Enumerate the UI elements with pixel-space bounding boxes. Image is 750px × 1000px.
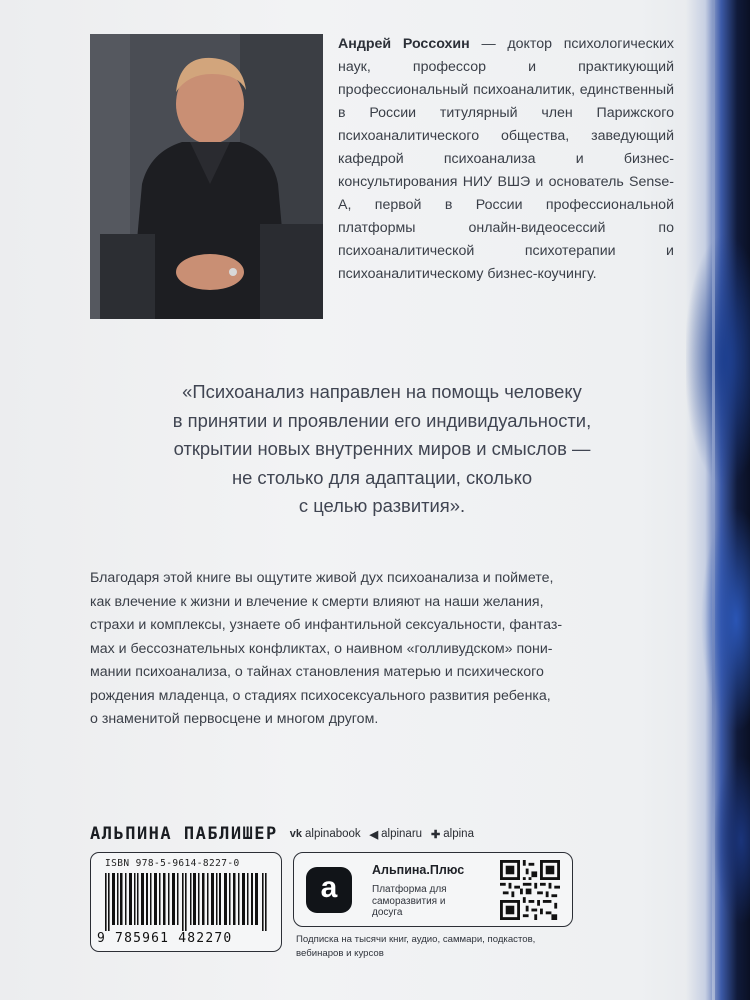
social-links [290, 828, 483, 841]
description-line: как влечение к жизни и влечение к смерти влияют на наши желания, [90, 593, 544, 610]
description-line: мании психоанализа, о тайнах становления матерью и психического [90, 664, 544, 680]
isbn-text: ISBN 978-5-9614-8227-0 [105, 858, 240, 869]
description-line: Благодаря этой книге вы ощутите живой дух психоанализа и поймете, [90, 570, 554, 586]
social-link-telegram[interactable] [370, 828, 422, 841]
promo-title: Альпина.Плюс [372, 863, 465, 877]
quote-line: в принятии и проявлении его индивидуальности, [172, 409, 592, 431]
description-line: страхи и комплексы, узнаете об инфантильной сексуальности, фантаз- [90, 617, 563, 633]
author-quote [90, 378, 674, 521]
social-label: alpina [443, 828, 474, 840]
alpina-plus-app-icon: a [306, 867, 352, 913]
social-label: alpinaru [381, 828, 423, 840]
barcode-image [105, 873, 269, 931]
author-name: Андрей Россохин [338, 36, 470, 52]
cover-edge-line [712, 0, 715, 1000]
description-line: мах и бессознательных конфликтах, о наивном «голливудском» пони- [90, 640, 553, 657]
author-photo [90, 34, 323, 319]
publisher-row [90, 822, 674, 846]
ean-digits: 9 785961 482270 [97, 931, 233, 946]
publisher-logo: АЛЬПИНА ПАБЛИШЕР [90, 824, 278, 844]
quote-line: с целью развития». [298, 495, 466, 516]
author-bio-text: — доктор психологических наук, профессор и практикующий профессиональный психоаналитик, единственный в России титулярный член Парижского психоаналитического общества, заведующий кафедрой психоанализа и бизнес-консультирования НИУ ВШЭ и основатель Sense-A, первой в России профессиональной платформы онлайн-видеосессий по психоаналитической психотерапии и психоаналитическому бизнес-коучингу. [338, 36, 674, 282]
quote-line: не столько для адаптации, сколько [231, 466, 533, 488]
vk-icon: vk [289, 828, 303, 840]
qr-code[interactable] [500, 860, 560, 920]
promo-subtitle: Платформа для саморазвития и досуга [372, 884, 447, 918]
description-line: о знаменитой первосцене и многом другом. [90, 711, 379, 727]
book-description [90, 567, 674, 732]
dzen-icon: ✚ [431, 828, 441, 841]
social-link-dzen[interactable] [431, 828, 474, 841]
social-link-vk[interactable] [290, 828, 361, 840]
quote-line: открытии новых внутренних миров и смыслов — [173, 438, 591, 459]
quote-line: «Психоанализ направлен на помощь человеку [182, 381, 582, 402]
description-line: рождения младенца, о стадиях психосексуального развития ребенка, [90, 687, 551, 704]
telegram-icon: ◀ [369, 828, 379, 841]
social-label: alpinabook [305, 828, 361, 840]
promo-note: Подписка на тысячи книг, аудио, саммари, подкастов, вебинаров и курсов [296, 934, 536, 959]
author-bio [338, 33, 674, 286]
cover-edge-blue-art [686, 0, 750, 1000]
barcode-box [90, 852, 282, 952]
